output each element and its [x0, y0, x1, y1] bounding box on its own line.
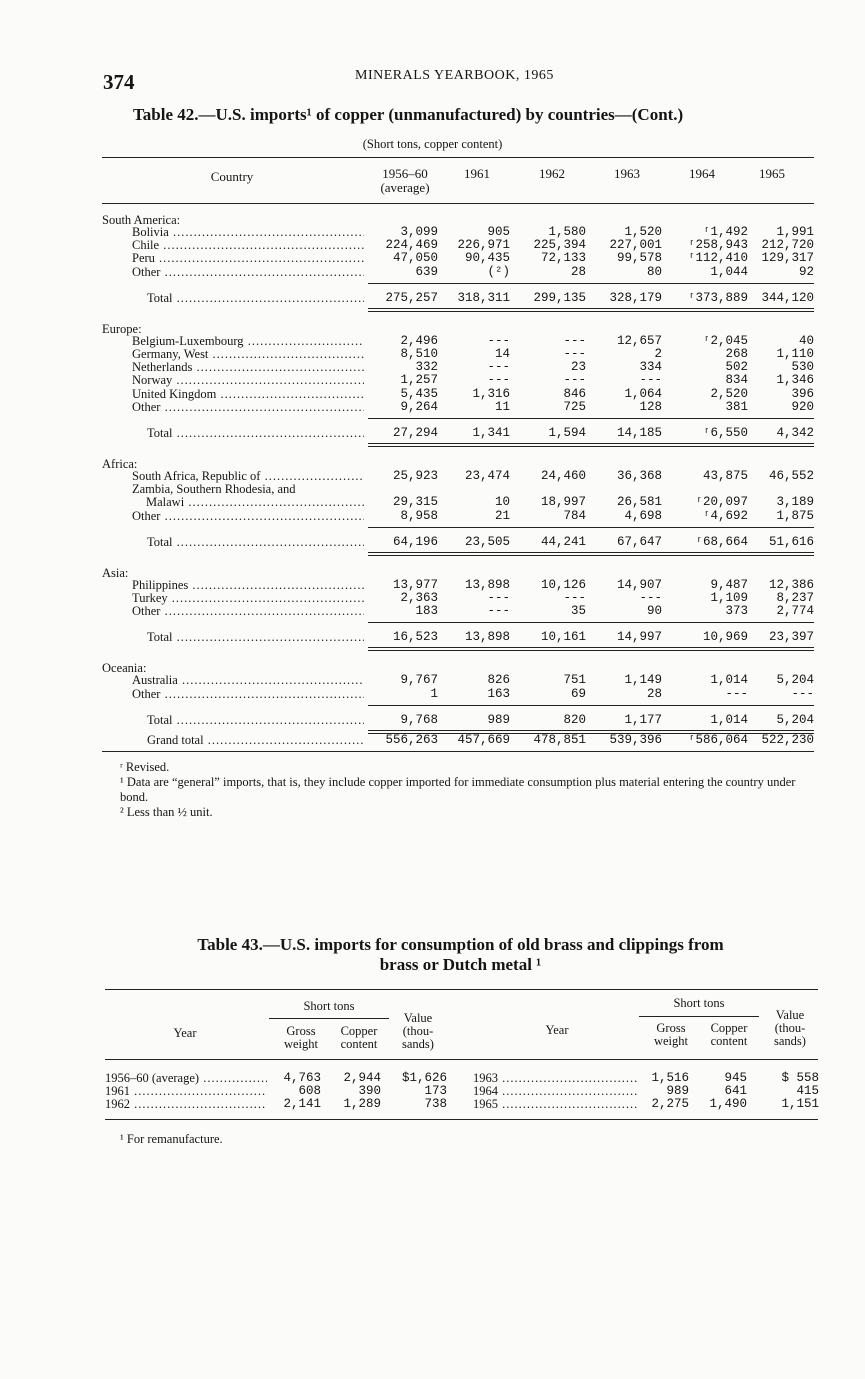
table-42-title: Table 42.—U.S. imports¹ of copper (unmanufactured) by countries—(Cont.)	[133, 105, 684, 124]
table-row	[102, 605, 814, 618]
value-cell: 738	[424, 1097, 447, 1111]
table-row	[102, 674, 814, 687]
total-row	[102, 292, 814, 305]
cell-value: 27,294	[392, 426, 438, 440]
cell-value: 129,317	[761, 251, 814, 266]
cell-value: 5,435	[400, 386, 438, 401]
copper-cell: 2,944	[343, 1071, 381, 1085]
header-1964: 1964	[689, 166, 715, 181]
cell-value: 457,669	[457, 732, 510, 747]
cell-value: 478,851	[533, 732, 586, 747]
cell-value: 1,346	[776, 373, 814, 388]
cell-value: 14	[494, 347, 510, 361]
table-row	[102, 401, 814, 414]
cell-value: ʳ586,064	[687, 732, 748, 747]
cell-value: 8,958	[400, 508, 438, 523]
year-label: 1962 .....	[105, 1098, 267, 1111]
cell-value: 751	[563, 673, 586, 688]
cell-value: 51,616	[768, 534, 814, 549]
cell-value: 1,014	[710, 712, 748, 727]
year-label: 1963 .....	[473, 1072, 637, 1085]
cell-value: 539,396	[609, 732, 662, 747]
table-42-footnotes	[103, 760, 818, 820]
table-43-footnote: ¹ For remanufacture.	[120, 1132, 223, 1146]
cell-value: 784	[563, 508, 586, 523]
table-row	[102, 592, 814, 605]
gross-cell: 1,516	[651, 1071, 689, 1085]
cell-value: 1,110	[776, 347, 814, 361]
cell-value: 275,257	[385, 290, 438, 305]
table-row	[102, 483, 814, 496]
header-gross-left: Gross weight	[283, 1024, 319, 1051]
cell-value: ʳ258,943	[687, 238, 748, 253]
cell-value: 35	[570, 604, 586, 619]
cell-value: ---	[487, 333, 510, 348]
cell-value: 13,977	[392, 577, 438, 592]
cell-value: 530	[791, 360, 814, 375]
total-label: Total .....	[147, 292, 364, 305]
cell-value: ʳ2,045	[702, 333, 748, 348]
cell-value: ---	[639, 373, 662, 388]
cell-value: 2,496	[400, 333, 438, 348]
header-gross-right: Gross weight	[653, 1021, 689, 1048]
cell-value: 834	[725, 373, 748, 388]
cell-value: 90	[646, 604, 662, 619]
cell-value: ʳ373,889	[687, 290, 748, 305]
cell-value: 1,044	[710, 264, 748, 279]
gross-cell: 989	[666, 1084, 689, 1098]
table-row	[102, 348, 814, 361]
cell-value: 25,923	[392, 469, 438, 483]
cell-value: 11	[494, 399, 510, 414]
cell-value: 344,120	[761, 290, 814, 305]
total-row	[102, 631, 814, 644]
cell-value: 5,204	[776, 673, 814, 688]
cell-value: 2,363	[400, 591, 438, 605]
header-value-right: Value (thou- sands)	[774, 1008, 806, 1048]
cell-value: 225,394	[533, 238, 586, 253]
year-label: 1956–60 (average) .....	[105, 1072, 267, 1085]
running-head: MINERALS YEARBOOK, 1965	[355, 68, 554, 83]
total-row	[102, 734, 814, 747]
table-43-title-line1: Table 43.—U.S. imports for consumption of old brass and clippings from	[197, 935, 724, 954]
cell-value: 1,594	[548, 426, 586, 440]
cell-value: 14,997	[616, 630, 662, 645]
cell-value: 989	[487, 712, 510, 727]
cell-value: 334	[639, 360, 662, 375]
country-label: Malawi .....	[146, 496, 364, 509]
cell-value: 67,647	[616, 534, 662, 549]
table-row	[102, 388, 814, 401]
table-43-title-line2: brass or Dutch metal ¹	[379, 955, 542, 974]
country-label: Other .....	[132, 266, 364, 279]
cell-value: 826	[487, 673, 510, 688]
gross-cell: 4,763	[283, 1071, 321, 1085]
cell-value: ʳ6,550	[702, 426, 748, 440]
cell-value: 80	[646, 264, 662, 279]
cell-value: ʳ4,692	[702, 508, 748, 523]
cell-value: ---	[487, 360, 510, 375]
total-label: Total .....	[147, 714, 364, 727]
table-row	[105, 1072, 818, 1085]
table-42-subtitle: (Short tons, copper content)	[362, 137, 503, 151]
total-label: Total .....	[147, 536, 364, 549]
year-label: 1965 .....	[473, 1098, 637, 1111]
cell-value: 12,657	[616, 333, 662, 348]
cell-value: 3,099	[400, 225, 438, 239]
cell-value: 1,580	[548, 225, 586, 239]
table-row	[102, 374, 814, 387]
value-cell: $1,626	[401, 1071, 447, 1085]
cell-value: 90,435	[464, 251, 510, 266]
cell-value: 1,014	[710, 673, 748, 688]
country-label: Turkey .....	[132, 592, 364, 605]
country-label: Netherlands .....	[132, 361, 364, 374]
cell-value: 16,523	[392, 630, 438, 645]
cell-value: 846	[563, 386, 586, 401]
year-label: 1964 .....	[473, 1085, 637, 1098]
header-short-tons-right: Short tons	[673, 996, 725, 1010]
table-row	[102, 226, 814, 239]
country-label: Belgium-Luxembourg .....	[132, 335, 364, 348]
cell-value: 36,368	[616, 469, 662, 483]
cell-value: 224,469	[385, 238, 438, 253]
page-number: 374	[103, 70, 135, 94]
cell-value: 639	[415, 264, 438, 279]
cell-value: 9,768	[400, 712, 438, 727]
gross-cell: 608	[298, 1084, 321, 1098]
cell-value: 10,969	[702, 630, 748, 645]
cell-value: 10,161	[540, 630, 586, 645]
cell-value: ---	[791, 686, 814, 701]
cell-value: 23,505	[464, 534, 510, 549]
cell-value: 4,698	[624, 508, 662, 523]
country-label: Philippines .....	[132, 579, 364, 592]
header-1956-60: 1956–60 (average)	[380, 166, 430, 195]
cell-value: 212,720	[761, 238, 814, 253]
cell-value: 227,001	[609, 238, 662, 253]
cell-value: 183	[415, 604, 438, 619]
cell-value: 23	[570, 360, 586, 375]
cell-value: 14,907	[616, 577, 662, 592]
header-year-right: Year	[545, 1023, 569, 1037]
cell-value: 1,149	[624, 673, 662, 688]
cell-value: 318,311	[457, 290, 510, 305]
copper-cell: 390	[358, 1084, 381, 1098]
cell-value: 373	[725, 604, 748, 619]
country-label: Zambia, Southern Rhodesia, and	[132, 483, 296, 497]
cell-value: 9,487	[710, 577, 748, 592]
cell-value: ---	[487, 604, 510, 619]
country-label: Bolivia .....	[132, 226, 364, 239]
cell-value: 1,991	[776, 225, 814, 239]
cell-value: ---	[725, 686, 748, 701]
table-row	[102, 688, 814, 701]
cell-value: 13,898	[464, 577, 510, 592]
copper-cell: 1,490	[709, 1097, 747, 1111]
cell-value: 381	[725, 399, 748, 414]
cell-value: 64,196	[392, 534, 438, 549]
cell-value: ʳ1,492	[702, 225, 748, 239]
cell-value: 268	[725, 347, 748, 361]
cell-value: 920	[791, 399, 814, 414]
cell-value: 10	[494, 495, 510, 510]
cell-value: 12,386	[768, 577, 814, 592]
header-copper-left: Copper content	[340, 1024, 378, 1051]
cell-value: 28	[646, 686, 662, 701]
cell-value: 9,264	[400, 399, 438, 414]
cell-value: ʳ20,097	[695, 495, 748, 510]
country-label: Australia .....	[132, 674, 364, 687]
table-row	[102, 361, 814, 374]
country-label: Other .....	[132, 510, 364, 523]
cell-value: 128	[639, 399, 662, 414]
cell-value: 725	[563, 399, 586, 414]
cell-value: 43,875	[702, 469, 748, 483]
country-label: Chile .....	[132, 239, 364, 252]
cell-value: 3,189	[776, 495, 814, 510]
section-heading: Europe:	[102, 321, 142, 336]
value-cell: 1,151	[781, 1097, 819, 1111]
country-label: Other .....	[132, 401, 364, 414]
cell-value: 328,179	[609, 290, 662, 305]
cell-value: 46,552	[768, 469, 814, 483]
cell-value: 502	[725, 360, 748, 375]
cell-value: 4,342	[776, 426, 814, 440]
cell-value: 8,510	[400, 347, 438, 361]
cell-value: 5,204	[776, 712, 814, 727]
cell-value: 556,263	[385, 732, 438, 747]
copper-cell: 641	[724, 1084, 747, 1098]
cell-value: 28	[570, 264, 586, 279]
cell-value: ---	[563, 347, 586, 361]
table-43-title	[148, 935, 773, 975]
cell-value: 9,767	[400, 673, 438, 688]
cell-value: 226,971	[457, 238, 510, 253]
cell-value: 396	[791, 386, 814, 401]
country-label: Other .....	[132, 688, 364, 701]
cell-value: ---	[487, 373, 510, 388]
cell-value: 92	[798, 264, 814, 279]
value-cell: $ 558	[781, 1071, 819, 1085]
total-row	[102, 427, 814, 440]
cell-value: 2	[654, 347, 662, 361]
cell-value: ---	[563, 333, 586, 348]
section-heading: Africa:	[102, 457, 138, 471]
total-row	[102, 714, 814, 727]
header-1963: 1963	[614, 166, 640, 181]
cell-value: 14,185	[616, 426, 662, 440]
section-heading: Asia:	[102, 565, 129, 580]
country-label: Norway .....	[132, 374, 364, 387]
header-short-tons-left: Short tons	[303, 999, 355, 1013]
country-label: Germany, West .....	[132, 348, 364, 361]
value-cell: 173	[424, 1084, 447, 1098]
cell-value: 24,460	[540, 469, 586, 483]
cell-value: 99,578	[616, 251, 662, 266]
cell-value: ---	[487, 591, 510, 605]
cell-value: 1,064	[624, 386, 662, 401]
table-row	[102, 579, 814, 592]
table-row	[102, 266, 814, 279]
copper-cell: 1,289	[343, 1097, 381, 1111]
total-label: Total .....	[147, 427, 364, 440]
cell-value: 13,898	[464, 630, 510, 645]
cell-value: 1,177	[624, 712, 662, 727]
table-row	[102, 252, 814, 265]
cell-value: 21	[494, 508, 510, 523]
table-row	[102, 470, 814, 483]
header-copper-right: Copper content	[710, 1021, 748, 1048]
cell-value: 10,126	[540, 577, 586, 592]
cell-value: 69	[570, 686, 586, 701]
cell-value: 1,341	[472, 426, 510, 440]
cell-value: 1,109	[710, 591, 748, 605]
header-1965: 1965	[759, 166, 785, 181]
cell-value: 23,397	[768, 630, 814, 645]
value-cell: 415	[796, 1084, 819, 1098]
cell-value: 1,257	[400, 373, 438, 388]
total-label: Total .....	[147, 631, 364, 644]
country-label: United Kingdom .....	[132, 388, 364, 401]
cell-value: 72,133	[540, 251, 586, 266]
cell-value: 820	[563, 712, 586, 727]
header-country: Country	[210, 169, 254, 184]
country-label: South Africa, Republic of .....	[132, 470, 364, 483]
gross-cell: 2,275	[651, 1097, 689, 1111]
cell-value: ---	[639, 591, 662, 605]
cell-value: 47,050	[392, 251, 438, 266]
header-year-left: Year	[173, 1026, 197, 1040]
cell-value: 163	[487, 686, 510, 701]
section-heading: Oceania:	[102, 661, 147, 676]
cell-value: ʳ112,410	[687, 251, 748, 266]
footnote-1: ¹ Data are “general” imports, that is, they include copper imported for immediate consumption plus material entering the country under bond.	[120, 775, 796, 804]
total-label: Grand total .....	[147, 734, 364, 747]
cell-value: 29,315	[392, 495, 438, 510]
cell-value: 299,135	[533, 290, 586, 305]
section-heading: South America:	[102, 213, 181, 227]
header-value-left: Value (thou- sands)	[402, 1011, 434, 1051]
cell-value: (²)	[487, 264, 510, 279]
cell-value: 2,774	[776, 604, 814, 619]
table-row	[102, 239, 814, 252]
table-row	[105, 1098, 818, 1111]
table-row	[102, 335, 814, 348]
cell-value: 1	[430, 686, 438, 701]
cell-value: 23,474	[464, 469, 510, 483]
header-1962: 1962	[539, 166, 565, 181]
cell-value: 1,316	[472, 386, 510, 401]
gross-cell: 2,141	[283, 1097, 321, 1111]
cell-value: 905	[487, 225, 510, 239]
cell-value: ---	[563, 373, 586, 388]
footnote-revised: ʳ Revised.	[120, 760, 170, 774]
country-label: Other .....	[132, 605, 364, 618]
year-label: 1961 .....	[105, 1085, 267, 1098]
header-1961: 1961	[464, 166, 490, 181]
cell-value: ʳ68,664	[695, 534, 748, 549]
cell-value: 1,520	[624, 225, 662, 239]
cell-value: 2,520	[710, 386, 748, 401]
cell-value: 18,997	[540, 495, 586, 510]
copper-cell: 945	[724, 1071, 747, 1085]
cell-value: 26,581	[616, 495, 662, 510]
cell-value: 40	[798, 333, 814, 348]
cell-value: ---	[563, 591, 586, 605]
table-row	[102, 510, 814, 523]
table-row	[102, 496, 814, 509]
cell-value: 1,875	[776, 508, 814, 523]
cell-value: 8,237	[776, 591, 814, 605]
cell-value: 332	[415, 360, 438, 375]
cell-value: 44,241	[540, 534, 586, 549]
footnote-2: ² Less than ½ unit.	[120, 805, 213, 819]
country-label: Peru .....	[132, 252, 364, 265]
cell-value: 522,230	[761, 732, 814, 747]
total-row	[102, 536, 814, 549]
